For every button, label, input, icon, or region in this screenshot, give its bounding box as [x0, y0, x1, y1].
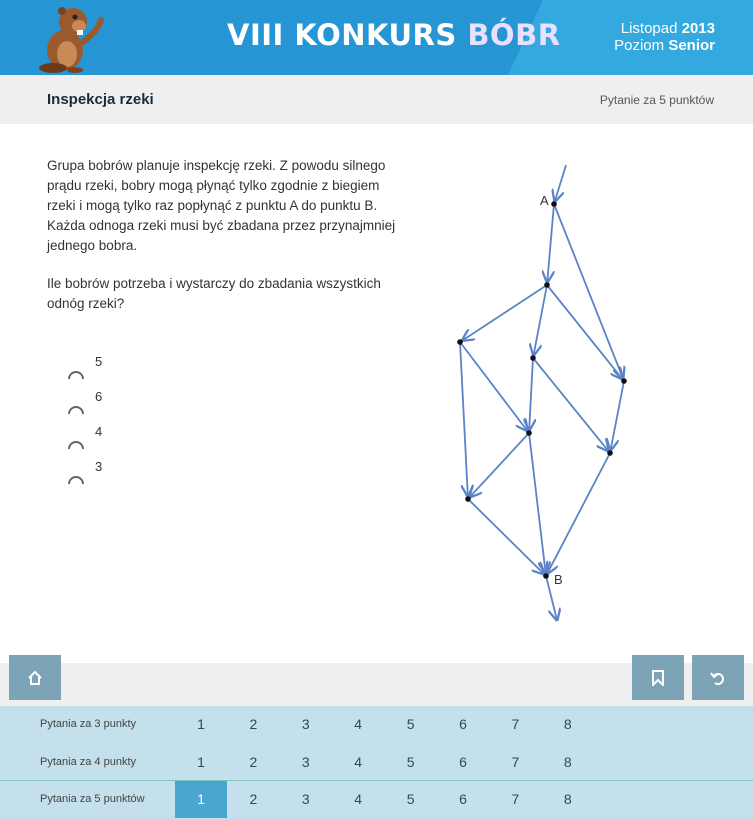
river-branch — [554, 204, 623, 378]
month: Listopad — [620, 20, 678, 37]
question-number-2[interactable]: 2 — [249, 716, 258, 732]
river-branch — [460, 342, 527, 431]
radio-icon[interactable] — [68, 476, 84, 484]
river-branch — [470, 433, 529, 497]
question-number-7[interactable]: 7 — [511, 716, 520, 732]
label-b: B — [554, 572, 563, 587]
question-number-1[interactable]: 1 — [175, 781, 227, 818]
question-number-8[interactable]: 8 — [563, 791, 572, 807]
question-number-6[interactable]: 6 — [459, 791, 467, 807]
radio-icon[interactable] — [68, 371, 84, 379]
question-number-5[interactable]: 5 — [406, 791, 415, 807]
nav-row-1 — [0, 706, 753, 743]
question-number-8[interactable]: 8 — [563, 754, 572, 770]
task-title: Inspekcja rzeki — [47, 91, 154, 108]
river-node — [543, 573, 549, 579]
undo-button[interactable] — [692, 655, 744, 700]
nav-row-label: Pytania za 5 punktów — [40, 793, 145, 805]
nav-row-3 — [0, 781, 753, 818]
nav-row-label: Pytania za 4 punkty — [40, 756, 137, 768]
question-number-8[interactable]: 8 — [563, 716, 572, 732]
question-number-4[interactable]: 4 — [354, 716, 363, 732]
river-nodes — [457, 201, 627, 579]
river-branch — [529, 433, 546, 573]
question-number-4[interactable]: 4 — [354, 791, 363, 807]
river-branch — [534, 285, 547, 355]
question-number-3[interactable]: 3 — [301, 716, 310, 732]
question-number-3[interactable]: 3 — [301, 754, 310, 770]
river-node — [551, 201, 557, 207]
radio-icon[interactable] — [68, 441, 84, 449]
question-number-4[interactable]: 4 — [354, 754, 363, 770]
contest-meta — [614, 20, 715, 54]
river-branch — [529, 358, 533, 430]
river-branch — [463, 285, 547, 340]
level: Senior — [668, 37, 715, 54]
river-branch — [611, 381, 624, 450]
question-number-6[interactable]: 6 — [459, 754, 467, 770]
river-graph — [440, 150, 660, 630]
nav-row-label: Pytania za 3 punkty — [40, 718, 137, 730]
river-node — [621, 378, 627, 384]
river-branch — [460, 342, 468, 496]
river-node — [465, 496, 471, 502]
level-label: Poziom — [614, 37, 665, 54]
river-branch — [547, 204, 554, 282]
radio-icon[interactable] — [68, 406, 84, 414]
year: 2013 — [681, 20, 715, 37]
contest-title: VIII KONKURS BÓBR — [227, 18, 561, 52]
river-node — [544, 282, 550, 288]
river-branch — [533, 358, 608, 451]
river-branch — [547, 285, 622, 379]
header-banner — [0, 0, 753, 75]
question-text — [47, 156, 397, 332]
question-number-2[interactable]: 2 — [249, 791, 258, 807]
river-node — [457, 339, 463, 345]
nav-row-2 — [0, 744, 753, 781]
question-number-1[interactable]: 1 — [197, 716, 205, 732]
question-navigation — [0, 706, 753, 819]
bookmark-icon — [651, 670, 665, 686]
river-branch — [555, 165, 566, 201]
undo-icon — [710, 670, 726, 686]
task-points: Pytanie za 5 punktów — [599, 93, 714, 107]
question-number-2[interactable]: 2 — [249, 754, 258, 770]
river-node — [607, 450, 613, 456]
river-branch — [547, 453, 610, 573]
question-number-7[interactable]: 7 — [511, 791, 520, 807]
question-paragraph-2: Ile bobrów potrzeba i wystarczy do zbadania wszystkich odnóg rzeki? — [47, 276, 381, 311]
river-edges — [460, 165, 624, 620]
question-number-1[interactable]: 1 — [197, 754, 205, 770]
river-node — [530, 355, 536, 361]
question-paragraph-1: Grupa bobrów planuje inspekcję rzeki. Z powodu silnego prądu rzeki, bobry mogą płynąć tylko zgodnie z biegiem rzeki i mogą tylko raz popłynąć z punktu A do punktu B. Każda odnoga rzeki musi być zbadana przez przynajmniej jednego bobra. — [47, 158, 396, 253]
question-number-3[interactable]: 3 — [301, 791, 310, 807]
question-number-7[interactable]: 7 — [511, 754, 520, 770]
question-number-5[interactable]: 5 — [406, 754, 415, 770]
question-number-5[interactable]: 5 — [406, 716, 415, 732]
label-a: A — [540, 193, 549, 208]
question-number-6[interactable]: 6 — [459, 716, 467, 732]
home-button[interactable] — [9, 655, 61, 700]
river-branch — [468, 499, 544, 574]
home-icon — [27, 670, 43, 686]
bookmark-button[interactable] — [632, 655, 684, 700]
task-bar — [0, 75, 753, 124]
river-node — [526, 430, 532, 436]
beaver-logo — [35, 2, 110, 74]
